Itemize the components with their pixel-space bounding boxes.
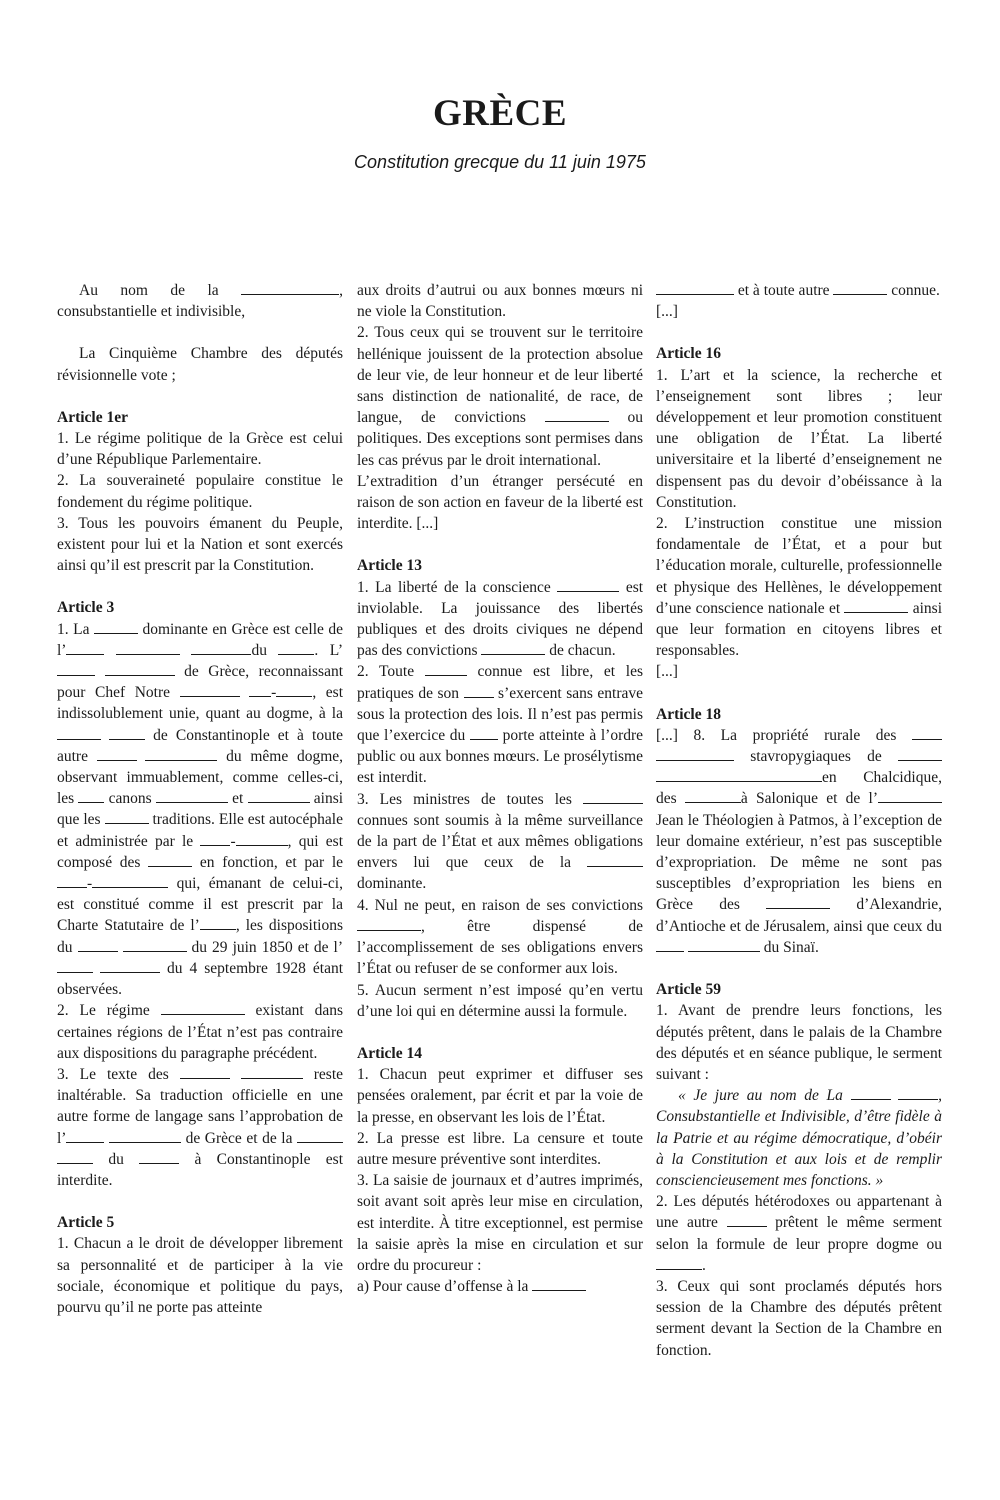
blank <box>898 746 942 761</box>
text: 1. La liberté de la conscience <box>357 578 551 596</box>
text: de Constantinople et à toute autre <box>57 726 344 765</box>
text: ainsi que leur formation en citoyens libres et responsables. <box>656 599 943 660</box>
text: connue. <box>891 282 940 299</box>
text: , est indissolublement unie, quant au dogme, à la <box>57 684 343 723</box>
text: - <box>87 875 93 893</box>
blank <box>357 916 421 931</box>
text: qui, émanant de celui-ci, est constitué comme il est prescrit par la Charte Statutaire de l’ <box>57 875 343 935</box>
blank <box>105 661 175 676</box>
text: . <box>702 1256 706 1274</box>
text: ainsi que les <box>57 790 344 829</box>
blank <box>688 937 760 952</box>
text: est inviolable. La jouissance des libertés publiques et des droits civiques ne dépend pas des convictions <box>357 578 644 660</box>
text: dominante en Grèce est celle de l’ <box>57 620 344 659</box>
blank <box>851 1085 891 1100</box>
text: 3. Le texte des <box>57 1065 169 1083</box>
blank <box>92 873 168 888</box>
paragraph <box>656 513 942 661</box>
article-heading: Article 18 <box>656 705 721 723</box>
page-title: GRÈCE <box>432 93 568 134</box>
text: , Consubstantielle et Indivisible, d’être fidèle à la Patrie et au régime démocratique, d’obéir à la Constitution et aux lois et de remplir consciencieusement mes fonctions. » <box>656 1087 943 1189</box>
text: de chacun. <box>549 642 616 660</box>
blank <box>583 789 643 804</box>
text: en fonction, et par le <box>199 853 344 871</box>
blank <box>656 937 684 952</box>
blank <box>57 1149 93 1164</box>
blank <box>109 1128 181 1143</box>
paragraph <box>656 1191 942 1276</box>
text: 2. Toute <box>357 663 415 681</box>
text: reste inaltérable. Sa traduction officielle en une autre forme de langage sans l’approbation de l’ <box>57 1065 344 1147</box>
blank <box>145 746 217 761</box>
paragraph: 1. Chacun peut exprimer et diffuser ses pensées oralement, par écrit et par la voie de la presse, en observant les lois de l’État. <box>357 1066 643 1126</box>
paragraph: 3. Tous les pouvoirs émanent du Peuple, existent pour lui et la Nation et sont exercés ainsi qu’il est prescrit par la Constitution. <box>57 514 343 575</box>
text-column-3 <box>656 280 942 1361</box>
blank <box>249 682 271 697</box>
blank <box>200 831 230 846</box>
paragraph: 1. Le régime politique de la Grèce est celui d’une République Parlementaire. <box>57 430 343 469</box>
text: du <box>251 641 267 659</box>
text: 2. Tous ceux qui se trouvent sur le territoire hellénique jouissent de la protection absolue de leur vie, de leur honneur et de leur liberté sans distinction de nationalité, de race, de langue, de convictions <box>357 324 643 427</box>
blank <box>248 788 310 803</box>
text: [...] 8. La propriété rurale des <box>656 726 897 744</box>
text: du Sinaï. <box>763 938 819 956</box>
blank <box>66 640 104 655</box>
text-column-1 <box>57 280 343 1318</box>
text: de Grèce et de la <box>185 1129 293 1147</box>
paragraph <box>656 725 942 958</box>
text: porte atteinte à l’ordre public ou aux bonnes mœurs. Le prosélytisme est interdit. <box>357 727 644 787</box>
text: 4. Nul ne peut, en raison de ses convictions <box>357 896 643 914</box>
blank <box>200 915 236 930</box>
paragraph: aux droits d’autrui ou aux bonnes mœurs ni ne viole la Constitution. <box>357 282 643 321</box>
paragraph: 1. Chacun a le droit de développer librement sa personnalité et de participer à la vie sociale, économique et politique du pays, pourvu qu’il ne porte pas atteinte <box>57 1235 343 1316</box>
blank <box>878 788 942 803</box>
text: d’Alexandrie, d’Antioche et de Jérusalem, ainsi que ceux du <box>656 896 943 935</box>
oath-quote <box>656 1085 942 1191</box>
blank <box>656 280 734 295</box>
text: ou politiques. Des exceptions sont permises dans les cas prévus par le droit international. <box>357 409 644 469</box>
blank <box>656 746 734 761</box>
text: 2. Les députés hétérodoxes ou appartenant à une autre <box>656 1193 942 1232</box>
blank <box>100 958 160 973</box>
paragraph: L’extradition d’un étranger persécuté en raison de son action en faveur de la liberté est interdite. [...] <box>357 472 643 533</box>
blank <box>425 661 467 676</box>
blank <box>545 407 609 422</box>
blank <box>78 788 104 803</box>
text: canons <box>108 790 152 808</box>
blank <box>241 280 339 295</box>
paragraph <box>57 619 343 1001</box>
article-heading: Article 13 <box>357 557 422 575</box>
text: dominante. <box>357 875 427 893</box>
blank <box>297 1128 343 1143</box>
text: 2. L’instruction constitue une mission fondamentale de l’État, et a pour but l’éducation morale, culturelle, professionnelle et physique des Hellènes, le développement d’une conscience nationale et <box>656 515 942 617</box>
text: connues sont soumis à la même surveillance de la part de l’État et aux mêmes obligations envers lui que ceux de la <box>357 811 643 872</box>
blank <box>148 852 192 867</box>
ellipsis: [...] <box>656 303 678 321</box>
blank <box>156 788 228 803</box>
text: et <box>232 790 244 808</box>
blank <box>278 640 314 655</box>
paragraph: 2. La presse est libre. La censure et toute autre mesure préventive sont interdites. <box>357 1129 643 1168</box>
blank <box>57 725 101 740</box>
text: du 29 juin 1850 et de l’ <box>191 938 344 956</box>
blank <box>532 1276 586 1291</box>
text: s’exercent sans entrave sous la protection des lois. Il n’est pas permis que l’exercice du <box>357 684 644 745</box>
text: a) Pour cause d’offense à la <box>357 1278 529 1296</box>
blank <box>66 1128 104 1143</box>
blank <box>161 1000 245 1015</box>
text: stavropygiaques de <box>750 748 882 766</box>
preamble-2: La Cinquième Chambre des députés révisionnelle vote ; <box>57 345 343 384</box>
article-heading: Article 5 <box>57 1214 115 1232</box>
paragraph <box>57 1064 343 1191</box>
paragraph <box>357 1276 643 1297</box>
blank <box>236 831 288 846</box>
blank <box>109 725 145 740</box>
blank <box>180 1064 230 1079</box>
blank <box>139 1149 179 1164</box>
blank <box>656 767 822 782</box>
blank <box>557 577 619 592</box>
paragraph: 3. Ceux qui sont proclamés députés hors session de la Chambre des députés prêtent serment devant la Section de la Chambre en fonction. <box>656 1277 942 1359</box>
paragraph <box>357 895 643 980</box>
paragraph: 1. Avant de prendre leurs fonctions, les députés prêtent, dans le palais de la Chambre des députés et en séance publique, le serment suivant : <box>656 1002 942 1083</box>
text: « Je jure au nom de La <box>678 1087 843 1105</box>
blank <box>78 937 118 952</box>
text: - <box>230 832 236 850</box>
text: 3. Les ministres de toutes les <box>357 790 572 808</box>
text: , qui est composé des <box>57 832 344 871</box>
text: du <box>108 1150 124 1168</box>
text: , consubstantielle et indivisible, <box>57 282 343 321</box>
blank <box>470 725 498 740</box>
text: - <box>271 684 277 702</box>
paragraph: 5. Aucun serment n’est imposé qu’en vertu d’une loi qui en détermine aussi la formule. <box>357 981 643 1020</box>
blank <box>727 1212 767 1227</box>
paragraph <box>357 661 643 788</box>
paragraph: 2. La souveraineté populaire constitue le fondement du régime politique. <box>57 472 343 511</box>
text: traditions. Elle est autocéphale et administrée par le <box>57 811 343 850</box>
text: Au nom de la <box>79 282 219 299</box>
blank <box>912 725 942 740</box>
blank <box>94 619 138 634</box>
blank <box>180 682 240 697</box>
text: du 4 septembre 1928 étant observées. <box>57 959 344 999</box>
text: de Grèce, reconnaissant pour Chef Notre <box>57 663 344 702</box>
blank <box>276 682 312 697</box>
blank <box>123 937 187 952</box>
blank <box>105 809 149 824</box>
blank <box>481 640 545 655</box>
blank <box>685 788 741 803</box>
blank <box>57 958 93 973</box>
paragraph <box>656 280 942 301</box>
preamble <box>57 280 343 322</box>
text: existant dans certaines régions de l’État n’est pas contraire aux dispositions du paragraphe précédent. <box>57 1002 344 1062</box>
paragraph: 1. L’art et la science, la recherche et l’enseignement sont libres ; leur développement et leur promotion constituent une obligation de l’État. La liberté universitaire et la liberté d’enseignement ne dispensent pas du devoir d’obéissance à la Constitution. <box>656 366 942 511</box>
paragraph: 3. La saisie de journaux et d’autres imprimés, soit avant soit après leur mise en circulation, est interdite. À titre exceptionnel, est permise la saisie après la mise en circulation et sur ordre du procureur : <box>357 1172 643 1274</box>
article-heading: Article 1er <box>57 408 128 426</box>
text: 2. Le régime <box>57 1002 150 1020</box>
blank <box>191 640 251 655</box>
article-heading: Article 3 <box>57 599 115 617</box>
paragraph <box>357 789 643 895</box>
blank <box>833 280 887 295</box>
text: Jean le Théologien à Patmos, à l’exception de leur domaine extérieur, n’est pas susceptible d’expropriation. De même ne sont pas susceptibles d’expropriation les biens en Grèce des <box>656 811 942 914</box>
blank <box>464 683 494 698</box>
article-heading: Article 59 <box>656 981 721 999</box>
text: en Chalcidique, des <box>656 769 942 808</box>
ellipsis: [...] <box>656 663 678 681</box>
blank <box>766 894 830 909</box>
text: à Salonique et de l’ <box>740 790 878 808</box>
blank <box>57 873 87 888</box>
blank <box>116 640 180 655</box>
page-subtitle: Constitution grecque du 11 juin 1975 <box>354 152 646 172</box>
paragraph <box>57 1000 343 1064</box>
text: , les dispositions du <box>57 917 343 956</box>
blank <box>241 1064 303 1079</box>
text-column-2 <box>357 280 643 1297</box>
article-heading: Article 16 <box>656 345 721 363</box>
paragraph <box>357 577 643 662</box>
text: à Constantinople est interdite. <box>57 1150 344 1189</box>
blank <box>57 661 95 676</box>
paragraph <box>357 322 643 470</box>
blank <box>656 1255 702 1270</box>
text: connue est libre, et les pratiques de son <box>357 663 643 702</box>
text: et à toute autre <box>737 282 830 299</box>
text: 1. La <box>57 620 90 638</box>
text: . L’ <box>314 641 343 659</box>
text: , être dispensé de l’accomplissement de ses obligations envers l’État ou refuser de se conformer aux lois. <box>357 917 643 978</box>
article-heading: Article 14 <box>357 1044 422 1062</box>
text: du même dogme, observant immuablement, comme celles-ci, les <box>57 747 344 808</box>
blank <box>587 852 643 867</box>
text: prêtent le même serment selon la formule de leur propre dogme ou <box>656 1214 942 1253</box>
blank <box>844 598 908 613</box>
blank <box>97 746 137 761</box>
blank <box>898 1085 938 1100</box>
